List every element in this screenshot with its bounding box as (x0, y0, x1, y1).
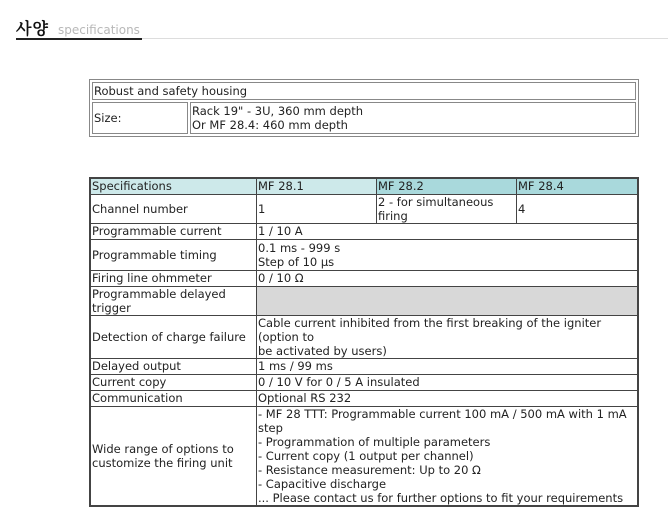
header-mf284: MF 28.4 (517, 178, 639, 194)
cell-value: 1 (257, 194, 377, 223)
specifications-table (89, 177, 639, 507)
row-label: Detection of charge failure (90, 315, 257, 358)
table-row (90, 223, 638, 239)
header-mf281: MF 28.1 (257, 178, 377, 194)
label-line: customize the firing unit (92, 455, 233, 470)
row-label: Channel number (90, 194, 257, 223)
table-row (90, 406, 638, 506)
heading-english: specifications (58, 23, 140, 37)
cell-value (257, 239, 639, 270)
cell-value: 1 / 10 A (257, 223, 639, 239)
table-row (90, 390, 638, 406)
cell-value (257, 315, 639, 358)
size-line: Rack 19" - 3U, 360 mm depth (192, 104, 363, 118)
cell-value: 1 ms / 99 ms (257, 358, 639, 374)
table-row (90, 194, 638, 223)
table-row (90, 239, 638, 270)
table-row (90, 315, 638, 358)
table-header-row (90, 178, 638, 194)
value-line: Step of 10 µs (258, 254, 335, 269)
cell-value: 4 (517, 194, 639, 223)
housing-table (89, 79, 639, 137)
cell-value: 0 / 10 Ω (257, 270, 639, 286)
list-item: - Current copy (1 output per channel) (258, 448, 474, 463)
cell-value: Optional RS 232 (257, 390, 639, 406)
size-label: Size: (92, 102, 188, 134)
row-label: Programmable delayed trigger (90, 286, 257, 315)
size-value (190, 102, 636, 134)
cell-value: 0 / 10 V for 0 / 5 A insulated (257, 374, 639, 390)
heading-underline (16, 38, 142, 40)
table-row (90, 374, 638, 390)
table-row (90, 286, 638, 315)
value-line: Cable current inhibited from the first breaking of the igniter (option to (258, 315, 602, 344)
row-label (90, 406, 257, 506)
label-line: Wide range of options to (92, 441, 234, 456)
housing-title: Robust and safety housing (92, 82, 636, 100)
row-label: Current copy (90, 374, 257, 390)
section-heading (16, 14, 668, 40)
table-row (90, 358, 638, 374)
header-specifications: Specifications (90, 178, 257, 194)
cell-value-empty (257, 286, 639, 315)
row-label: Firing line ohmmeter (90, 270, 257, 286)
table-row (90, 270, 638, 286)
list-item: ... Please contact us for further options to fit your requirements (258, 490, 624, 505)
row-label: Communication (90, 390, 257, 406)
heading-divider (142, 38, 668, 39)
header-mf282: MF 28.2 (377, 178, 517, 194)
row-label: Programmable current (90, 223, 257, 239)
options-list (257, 406, 639, 506)
list-item: - MF 28 TTT: Programmable current 100 mA / 500 mA with 1 mA step (258, 406, 627, 435)
list-item: - Resistance measurement: Up to 20 Ω (258, 462, 481, 477)
cell-value: 2 - for simultaneous firing (377, 194, 517, 223)
value-line: be activated by users) (258, 343, 387, 358)
size-line: Or MF 28.4: 460 mm depth (192, 118, 348, 132)
list-item: - Programmation of multiple parameters (258, 434, 491, 449)
heading-korean: 사양 (16, 19, 49, 38)
row-label: Delayed output (90, 358, 257, 374)
value-line: 0.1 ms - 999 s (258, 240, 341, 255)
row-label: Programmable timing (90, 239, 257, 270)
list-item: - Capacitive discharge (258, 476, 387, 491)
